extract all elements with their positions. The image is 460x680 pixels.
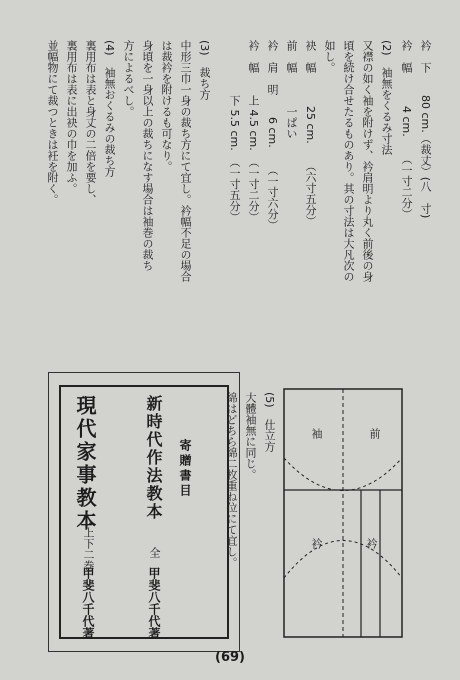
donated-books-box	[48, 372, 240, 652]
pattern-label-sleeve: 袖	[310, 428, 323, 439]
section-heading: (3) 裁ち方	[198, 40, 211, 100]
text-line: 大體袖無に同じ。	[244, 392, 257, 480]
text-line: 袂 幅 25 cm. （六寸五分）	[304, 40, 317, 227]
section-heading: (2) 袖無をくるみ寸法	[380, 40, 393, 155]
text-line: 衿 幅 4 cm. （一寸二分）	[400, 40, 413, 220]
text-line: 裏用布は表に出袂の巾を加ふ。	[65, 40, 78, 194]
pattern-label-collar-2: 衿	[365, 538, 378, 549]
text-line: 綿はどちら綿二枚重ね位にて宜し。	[225, 392, 238, 568]
ad-heading: 寄贈書目	[178, 439, 192, 499]
book1-title: 新時代作法教本	[144, 395, 163, 521]
section-heading: (5) 仕立方	[263, 392, 276, 452]
book2-volume: 上下二巻	[82, 527, 95, 571]
pattern-label-front: 前	[368, 428, 381, 439]
pattern-label-collar: 衿	[310, 538, 323, 549]
section-heading: (4) 袖無おくるみの裁ち方	[103, 40, 116, 177]
text-line: 下 5.5 cm. （一寸五分）	[228, 40, 241, 223]
page-number: (69)	[215, 650, 245, 665]
text-line: 又襟の如く袖を附けず、衿肩明より丸く前後の身	[361, 40, 374, 282]
book1-volume: 全	[148, 547, 161, 558]
text-line: 如し。	[323, 40, 336, 73]
book1-author: 甲斐八千代著	[147, 567, 161, 639]
text-line: 衿 下 80 cm.（裁丈）(八 寸)	[419, 40, 432, 219]
text-line: 身頃を一身以上の裁ちになす場合は袖巻の裁ち	[141, 40, 154, 271]
text-line: 中形三巾一身の裁ち方にて宜し。衿幅不足の場合	[179, 40, 192, 282]
pattern-svg	[283, 388, 403, 638]
text-line: 方によるべし。	[122, 40, 135, 117]
donated-books-frame	[59, 385, 229, 639]
text-line: 頃を続け合せたるものあり。其の寸法は大凡次の	[342, 40, 355, 282]
book2-author: 甲斐八千代著	[81, 567, 95, 639]
pattern-diagram	[283, 388, 403, 642]
text-line: 衿 肩 明 6 cm. （一寸六分）	[266, 40, 279, 231]
text-line: 前 幅 一ぱい	[285, 40, 298, 139]
text-line: 並幅物にて裁つときは衽を附く。	[46, 40, 59, 205]
text-line: 衿 幅 上 4.5 cm. （一寸二分）	[247, 40, 260, 223]
text-line: 裏用布は表と身丈の二倍を要し、	[84, 40, 97, 205]
book2-title: 現代家事教本	[73, 395, 97, 533]
text-line: は裁衿を附けるも可なり。	[160, 40, 173, 172]
